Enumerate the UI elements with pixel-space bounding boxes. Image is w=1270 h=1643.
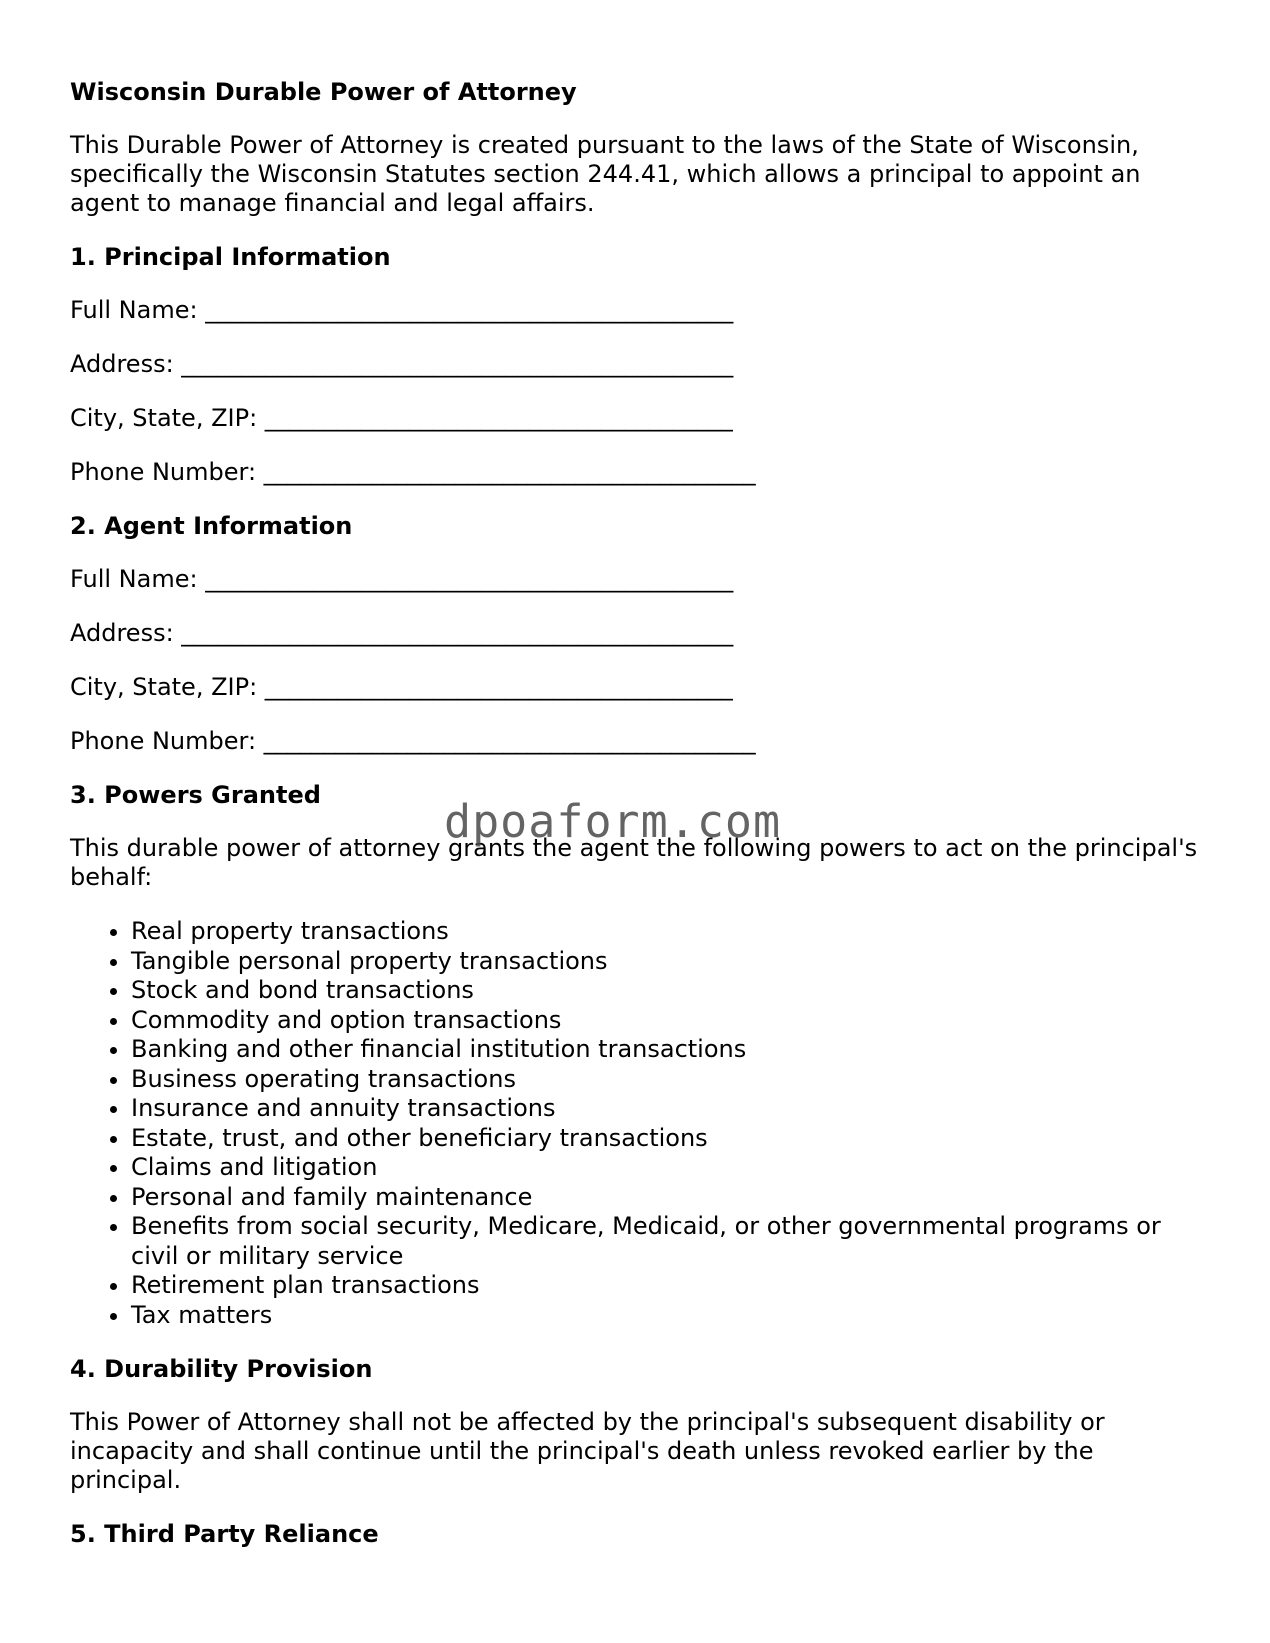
agent-heading: 2. Agent Information bbox=[70, 512, 353, 540]
durability-heading: 4. Durability Provision bbox=[70, 1355, 373, 1383]
list-item: • Commodity and option transactions bbox=[131, 1006, 1200, 1036]
powers-intro: This durable power of attorney grants the agent the following powers to act on the principal's behalf: bbox=[70, 834, 1198, 891]
powers-heading: 3. Powers Granted bbox=[70, 781, 321, 809]
list-item: • Real property transactions bbox=[131, 917, 1200, 947]
third-party-heading: 5. Third Party Reliance bbox=[70, 1520, 379, 1548]
list-item: • Tangible personal property transactions bbox=[131, 947, 1200, 977]
watermark: dpoaform.com bbox=[444, 795, 782, 848]
powers-list bbox=[70, 917, 1200, 1330]
intro-paragraph: This Durable Power of Attorney is created pursuant to the laws of the State of Wisconsin, specifically the Wisconsin Statutes section 244.41, which allows a principal to appoint an agent to manage financial and legal affairs. bbox=[70, 131, 1141, 217]
principal-fields bbox=[70, 296, 1200, 487]
list-item: • Business operating transactions bbox=[131, 1065, 1200, 1095]
durability-text: This Power of Attorney shall not be affected by the principal's subsequent disability or incapacity and shall continue until the principal's death unless revoked earlier by the principal. bbox=[70, 1408, 1105, 1494]
list-item: • Personal and family maintenance bbox=[131, 1183, 1200, 1213]
principal-phone-field[interactable]: Phone Number: _________________________________________ bbox=[70, 458, 756, 486]
agent-address-field[interactable]: Address: ______________________________________________ bbox=[70, 619, 734, 647]
list-item: • Claims and litigation bbox=[131, 1153, 1200, 1183]
principal-address-field[interactable]: Address: ______________________________________________ bbox=[70, 350, 734, 378]
list-item: • Stock and bond transactions bbox=[131, 976, 1200, 1006]
principal-city-state-zip-field[interactable]: City, State, ZIP: _______________________________________ bbox=[70, 404, 733, 432]
agent-phone-field[interactable]: Phone Number: _________________________________________ bbox=[70, 727, 756, 755]
principal-heading: 1. Principal Information bbox=[70, 243, 391, 271]
agent-fields bbox=[70, 565, 1200, 756]
list-item: • Estate, trust, and other beneficiary transactions bbox=[131, 1124, 1200, 1154]
document-title: Wisconsin Durable Power of Attorney bbox=[70, 78, 577, 106]
list-item: • Retirement plan transactions bbox=[131, 1271, 1200, 1301]
list-item: • Banking and other financial institution transactions bbox=[131, 1035, 1200, 1065]
list-item: • Insurance and annuity transactions bbox=[131, 1094, 1200, 1124]
principal-full-name-field[interactable]: Full Name: ____________________________________________ bbox=[70, 296, 734, 324]
agent-city-state-zip-field[interactable]: City, State, ZIP: _______________________________________ bbox=[70, 673, 733, 701]
agent-full-name-field[interactable]: Full Name: ____________________________________________ bbox=[70, 565, 734, 593]
list-item: • Benefits from social security, Medicare, Medicaid, or other governmental programs or civil or military service bbox=[131, 1212, 1200, 1271]
list-item: • Tax matters bbox=[131, 1301, 1200, 1331]
